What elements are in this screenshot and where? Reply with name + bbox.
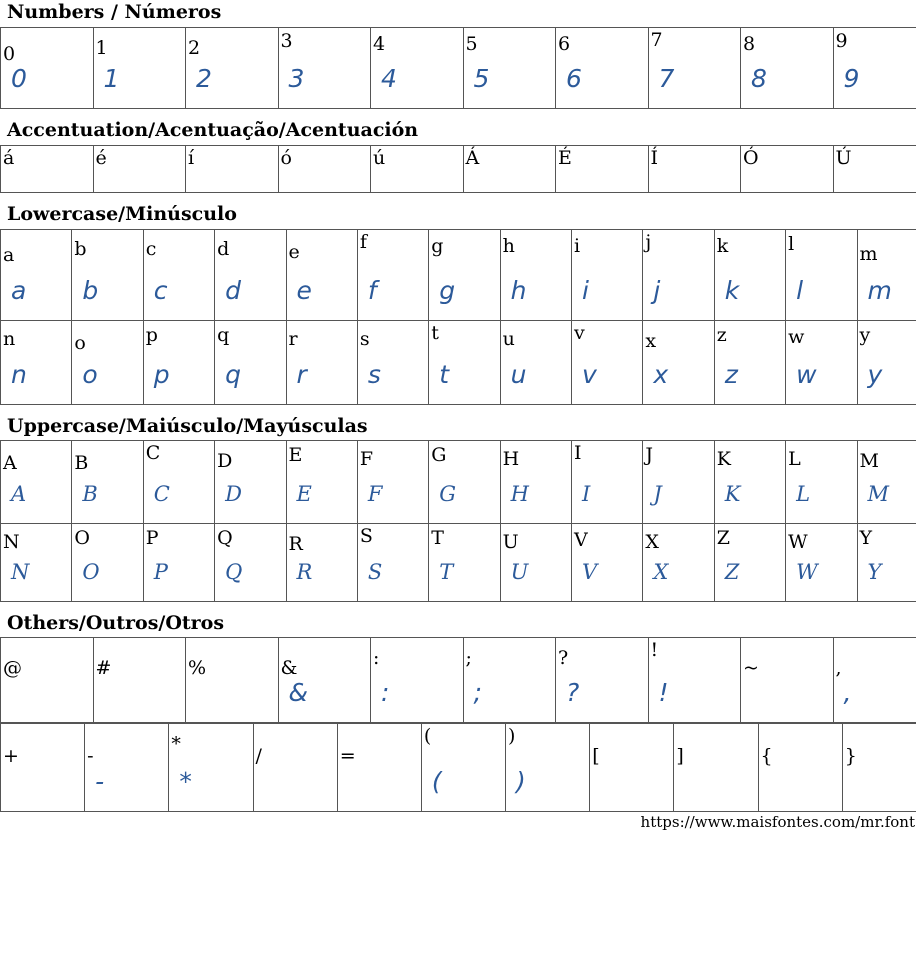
glyph-cell xyxy=(463,638,556,723)
glyph-cell xyxy=(643,441,714,524)
glyph-sample: , xyxy=(843,678,852,707)
character-label: ? xyxy=(558,647,569,669)
glyph-cell xyxy=(674,724,758,812)
glyph-sample: : xyxy=(381,678,390,707)
glyph-cell xyxy=(572,230,643,321)
character-label: L xyxy=(788,448,801,470)
glyph-sample: 1 xyxy=(103,64,120,93)
glyph-cell xyxy=(500,230,571,321)
character-label: t xyxy=(431,322,439,344)
glyph-cell xyxy=(714,441,785,524)
character-label: 1 xyxy=(95,37,108,59)
glyph-cell xyxy=(143,230,214,321)
section-title: Others/Outros/Otros xyxy=(7,612,225,634)
glyph-cell xyxy=(286,321,357,405)
character-label: g xyxy=(431,235,444,257)
glyph-sample: X xyxy=(653,560,669,584)
section-title: Numbers / Números xyxy=(7,1,222,23)
character-label: Á xyxy=(465,147,480,169)
glyph-cell xyxy=(1,230,72,321)
character-label: Z xyxy=(716,527,730,549)
glyph-sample: ( xyxy=(431,767,442,796)
glyph-sample: - xyxy=(95,767,105,796)
character-label: O xyxy=(74,527,90,549)
glyph-cell xyxy=(463,146,556,193)
character-label: c xyxy=(145,238,157,260)
character-label: # xyxy=(95,657,112,679)
glyph-sample: O xyxy=(82,560,100,584)
character-label: B xyxy=(74,452,89,474)
section-title: Accentuation/Acentuação/Acentuación xyxy=(7,119,419,141)
character-label: [ xyxy=(592,745,600,767)
glyph-cell xyxy=(429,230,500,321)
glyph-sample: 7 xyxy=(658,64,675,93)
glyph-cell xyxy=(643,230,714,321)
character-label: w xyxy=(788,326,805,348)
glyph-cell xyxy=(833,28,916,109)
glyph-cell xyxy=(556,638,649,723)
character-label: G xyxy=(431,444,447,466)
glyph-cell xyxy=(371,638,464,723)
glyph-cell xyxy=(371,146,464,193)
character-label: ( xyxy=(423,725,432,747)
glyph-cell xyxy=(72,441,143,524)
section-title: Lowercase/Minúsculo xyxy=(7,203,237,225)
glyph-sample: e xyxy=(296,276,312,305)
glyph-grid xyxy=(0,440,916,524)
character-label: a xyxy=(3,244,15,266)
glyph-sample: w xyxy=(796,360,817,389)
glyph-cell xyxy=(357,230,428,321)
glyph-sample: 5 xyxy=(473,64,490,93)
glyph-sample: h xyxy=(510,276,527,305)
glyph-sample: 8 xyxy=(751,64,767,93)
character-label: i xyxy=(574,235,581,257)
glyph-sample: 2 xyxy=(196,64,212,93)
glyph-cell xyxy=(278,638,371,723)
glyph-cell xyxy=(253,724,337,812)
glyph-cell xyxy=(93,28,186,109)
glyph-cell xyxy=(842,724,916,812)
glyph-sample: o xyxy=(82,360,98,389)
glyph-sample: g xyxy=(439,276,456,305)
character-label: u xyxy=(502,328,515,350)
glyph-cell xyxy=(833,146,916,193)
character-label: : xyxy=(373,647,380,669)
glyph-cell xyxy=(648,146,741,193)
glyph-cell xyxy=(278,146,371,193)
character-label: v xyxy=(574,322,585,344)
character-label: - xyxy=(87,745,94,767)
glyph-cell xyxy=(857,441,916,524)
character-label: z xyxy=(716,324,727,346)
glyph-cell xyxy=(93,638,186,723)
glyph-sample: L xyxy=(796,482,811,506)
character-label: É xyxy=(558,147,572,169)
glyph-sample: B xyxy=(82,482,98,506)
character-label: f xyxy=(359,231,367,253)
character-label: ú xyxy=(373,147,386,169)
glyph-cell xyxy=(429,441,500,524)
character-label: A xyxy=(3,452,17,474)
glyph-cell xyxy=(72,321,143,405)
glyph-cell xyxy=(215,230,286,321)
glyph-sample: d xyxy=(225,276,241,305)
glyph-cell xyxy=(572,441,643,524)
glyph-cell xyxy=(215,524,286,602)
glyph-sample: f xyxy=(367,276,377,305)
glyph-cell xyxy=(857,524,916,602)
glyph-cell xyxy=(371,28,464,109)
glyph-cell xyxy=(72,524,143,602)
glyph-cell xyxy=(500,321,571,405)
character-label: 7 xyxy=(650,29,663,51)
glyph-sample: A xyxy=(11,482,27,506)
character-label: % xyxy=(188,657,207,679)
character-label: / xyxy=(255,745,262,767)
glyph-sample: K xyxy=(724,482,741,506)
character-label: o xyxy=(74,332,86,354)
character-label: k xyxy=(716,235,729,257)
glyph-cell xyxy=(590,724,674,812)
glyph-cell xyxy=(758,724,842,812)
glyph-cell xyxy=(143,441,214,524)
character-label: H xyxy=(502,448,520,470)
character-label: d xyxy=(217,238,230,260)
glyph-sample: 4 xyxy=(381,64,397,93)
footer-url[interactable]: https://www.maisfontes.com/mr.font xyxy=(640,813,915,831)
glyph-sample: ) xyxy=(516,767,526,796)
character-label: 0 xyxy=(3,43,16,65)
character-label: ! xyxy=(650,639,659,661)
glyph-sample: 3 xyxy=(288,64,305,93)
glyph-cell xyxy=(741,28,834,109)
character-label: 6 xyxy=(558,33,571,55)
glyph-sample: Y xyxy=(867,560,882,584)
glyph-grid xyxy=(0,229,916,321)
character-label: E xyxy=(288,444,303,466)
glyph-cell xyxy=(429,321,500,405)
glyph-sample: l xyxy=(796,276,804,305)
glyph-cell xyxy=(643,321,714,405)
glyph-cell xyxy=(1,524,72,602)
character-label: r xyxy=(288,328,298,350)
glyph-sample: D xyxy=(225,482,242,506)
glyph-sample: * xyxy=(179,767,192,796)
glyph-sample: & xyxy=(288,678,308,707)
glyph-sample: 0 xyxy=(11,64,27,93)
glyph-sample: t xyxy=(439,360,450,389)
glyph-sample: u xyxy=(510,360,527,389)
glyph-cell xyxy=(1,638,94,723)
character-label: { xyxy=(760,745,773,767)
glyph-cell xyxy=(786,321,857,405)
glyph-cell xyxy=(506,724,590,812)
glyph-sample: N xyxy=(11,560,30,584)
glyph-cell xyxy=(500,524,571,602)
character-label: } xyxy=(844,745,857,767)
glyph-cell xyxy=(714,321,785,405)
glyph-sample: W xyxy=(796,560,818,584)
character-label: * xyxy=(171,733,181,755)
glyph-sample: a xyxy=(11,276,27,305)
glyph-sample: S xyxy=(367,560,383,584)
character-label: T xyxy=(431,527,444,549)
glyph-sample: y xyxy=(867,360,883,389)
glyph-cell xyxy=(572,524,643,602)
character-label: Y xyxy=(859,527,873,549)
glyph-sample: Z xyxy=(724,560,740,584)
glyph-sample: Q xyxy=(225,560,243,584)
glyph-sample: G xyxy=(439,482,457,506)
character-label: ó xyxy=(280,147,292,169)
glyph-cell xyxy=(186,146,279,193)
character-label: b xyxy=(74,238,87,260)
glyph-cell xyxy=(500,441,571,524)
glyph-sample: R xyxy=(296,560,313,584)
character-label: p xyxy=(145,324,158,346)
glyph-sample: b xyxy=(82,276,99,305)
glyph-sample: I xyxy=(582,482,591,506)
character-label: 5 xyxy=(465,33,478,55)
character-label: & xyxy=(280,657,298,679)
glyph-cell xyxy=(1,28,94,109)
character-label: j xyxy=(645,231,652,253)
character-label: n xyxy=(3,328,16,350)
glyph-cell xyxy=(857,321,916,405)
glyph-cell xyxy=(357,524,428,602)
glyph-cell xyxy=(741,638,834,723)
glyph-sample: s xyxy=(367,360,381,389)
glyph-sample: z xyxy=(724,360,738,389)
character-label: á xyxy=(3,147,15,169)
character-label: W xyxy=(788,531,808,553)
character-label: Í xyxy=(650,147,659,169)
glyph-sample: 6 xyxy=(566,64,582,93)
glyph-cell xyxy=(786,230,857,321)
character-label: U xyxy=(502,531,519,553)
glyph-grid xyxy=(0,523,916,602)
character-label: + xyxy=(3,745,19,767)
character-label: ; xyxy=(465,647,472,669)
character-label: S xyxy=(359,525,373,547)
glyph-cell xyxy=(1,441,72,524)
glyph-cell xyxy=(85,724,169,812)
character-label: Q xyxy=(217,527,233,549)
character-label: X xyxy=(645,531,659,553)
glyph-sample: r xyxy=(296,360,307,389)
glyph-cell xyxy=(429,524,500,602)
glyph-sample: m xyxy=(867,276,892,305)
glyph-cell xyxy=(786,524,857,602)
character-label: Ó xyxy=(743,147,759,169)
character-label: é xyxy=(95,147,107,169)
glyph-cell xyxy=(286,524,357,602)
glyph-cell xyxy=(72,230,143,321)
character-label: m xyxy=(859,243,878,265)
glyph-sample: T xyxy=(439,560,454,584)
glyph-cell xyxy=(833,638,916,723)
character-label: P xyxy=(145,527,159,549)
glyph-cell xyxy=(278,28,371,109)
glyph-cell xyxy=(556,28,649,109)
glyph-grid xyxy=(0,320,916,405)
glyph-sample: x xyxy=(653,360,669,389)
glyph-cell xyxy=(857,230,916,321)
character-label: , xyxy=(835,657,842,679)
character-label: ) xyxy=(508,725,516,747)
character-label: h xyxy=(502,235,515,257)
character-label: Ú xyxy=(835,147,852,169)
glyph-cell xyxy=(357,321,428,405)
glyph-cell xyxy=(186,638,279,723)
character-label: ~ xyxy=(743,657,759,679)
glyph-cell xyxy=(714,524,785,602)
character-label: 2 xyxy=(188,37,201,59)
glyph-cell xyxy=(648,28,741,109)
glyph-sample: k xyxy=(724,276,740,305)
glyph-cell xyxy=(337,724,421,812)
character-label: e xyxy=(288,241,300,263)
character-label: = xyxy=(339,745,356,767)
glyph-sample: P xyxy=(153,560,168,584)
character-label: F xyxy=(359,448,374,470)
glyph-sample: i xyxy=(582,276,589,305)
character-label: 8 xyxy=(743,33,756,55)
character-label: M xyxy=(859,450,879,472)
glyph-sample: V xyxy=(582,560,598,584)
glyph-cell xyxy=(786,441,857,524)
character-label: q xyxy=(217,324,230,346)
glyph-cell xyxy=(1,146,94,193)
section-title: Uppercase/Maiúsculo/Mayúsculas xyxy=(7,415,368,437)
glyph-sample: J xyxy=(653,482,662,506)
character-label: @ xyxy=(3,657,22,679)
glyph-sample: ? xyxy=(566,678,580,707)
glyph-sample: c xyxy=(153,276,168,305)
character-label: x xyxy=(645,330,657,352)
glyph-sample: ! xyxy=(658,678,669,707)
glyph-cell xyxy=(714,230,785,321)
glyph-sample: q xyxy=(225,360,241,389)
character-label: D xyxy=(217,450,233,472)
glyph-cell xyxy=(186,28,279,109)
glyph-cell xyxy=(463,28,556,109)
glyph-sample: 9 xyxy=(843,64,860,93)
glyph-grid xyxy=(0,27,916,109)
character-label: C xyxy=(145,442,161,464)
glyph-cell xyxy=(572,321,643,405)
glyph-cell xyxy=(741,146,834,193)
glyph-sample: H xyxy=(510,482,529,506)
glyph-sample: ; xyxy=(473,678,482,707)
glyph-sample: n xyxy=(11,360,27,389)
glyph-cell xyxy=(1,321,72,405)
glyph-cell xyxy=(357,441,428,524)
character-label: R xyxy=(288,533,303,555)
character-label: í xyxy=(188,147,195,169)
glyph-sample: E xyxy=(296,482,312,506)
character-label: y xyxy=(859,324,871,346)
character-label: ] xyxy=(676,745,684,767)
glyph-grid xyxy=(0,637,916,723)
character-label: 3 xyxy=(280,30,293,52)
glyph-sample: C xyxy=(153,482,170,506)
glyph-cell xyxy=(648,638,741,723)
glyph-cell xyxy=(215,441,286,524)
glyph-cell xyxy=(556,146,649,193)
glyph-cell xyxy=(1,724,85,812)
glyph-sample: M xyxy=(867,482,890,506)
character-label: s xyxy=(359,328,370,350)
glyph-cell xyxy=(286,441,357,524)
glyph-cell xyxy=(143,321,214,405)
character-label: 4 xyxy=(373,33,386,55)
character-label: 9 xyxy=(835,30,848,52)
character-label: N xyxy=(3,531,20,553)
glyph-sample: p xyxy=(153,360,170,389)
character-label: K xyxy=(716,448,731,470)
character-label: V xyxy=(574,529,588,551)
character-label: l xyxy=(788,233,795,255)
glyph-grid xyxy=(0,145,916,193)
character-label: I xyxy=(574,442,582,464)
glyph-cell xyxy=(421,724,505,812)
glyph-cell xyxy=(286,230,357,321)
glyph-sample: U xyxy=(510,560,529,584)
glyph-grid xyxy=(0,723,916,812)
glyph-cell xyxy=(169,724,253,812)
glyph-sample: v xyxy=(582,360,597,389)
glyph-sample: j xyxy=(653,276,661,305)
character-label: J xyxy=(645,444,653,466)
glyph-cell xyxy=(215,321,286,405)
glyph-sample: F xyxy=(367,482,383,506)
glyph-cell xyxy=(93,146,186,193)
glyph-cell xyxy=(143,524,214,602)
glyph-cell xyxy=(643,524,714,602)
